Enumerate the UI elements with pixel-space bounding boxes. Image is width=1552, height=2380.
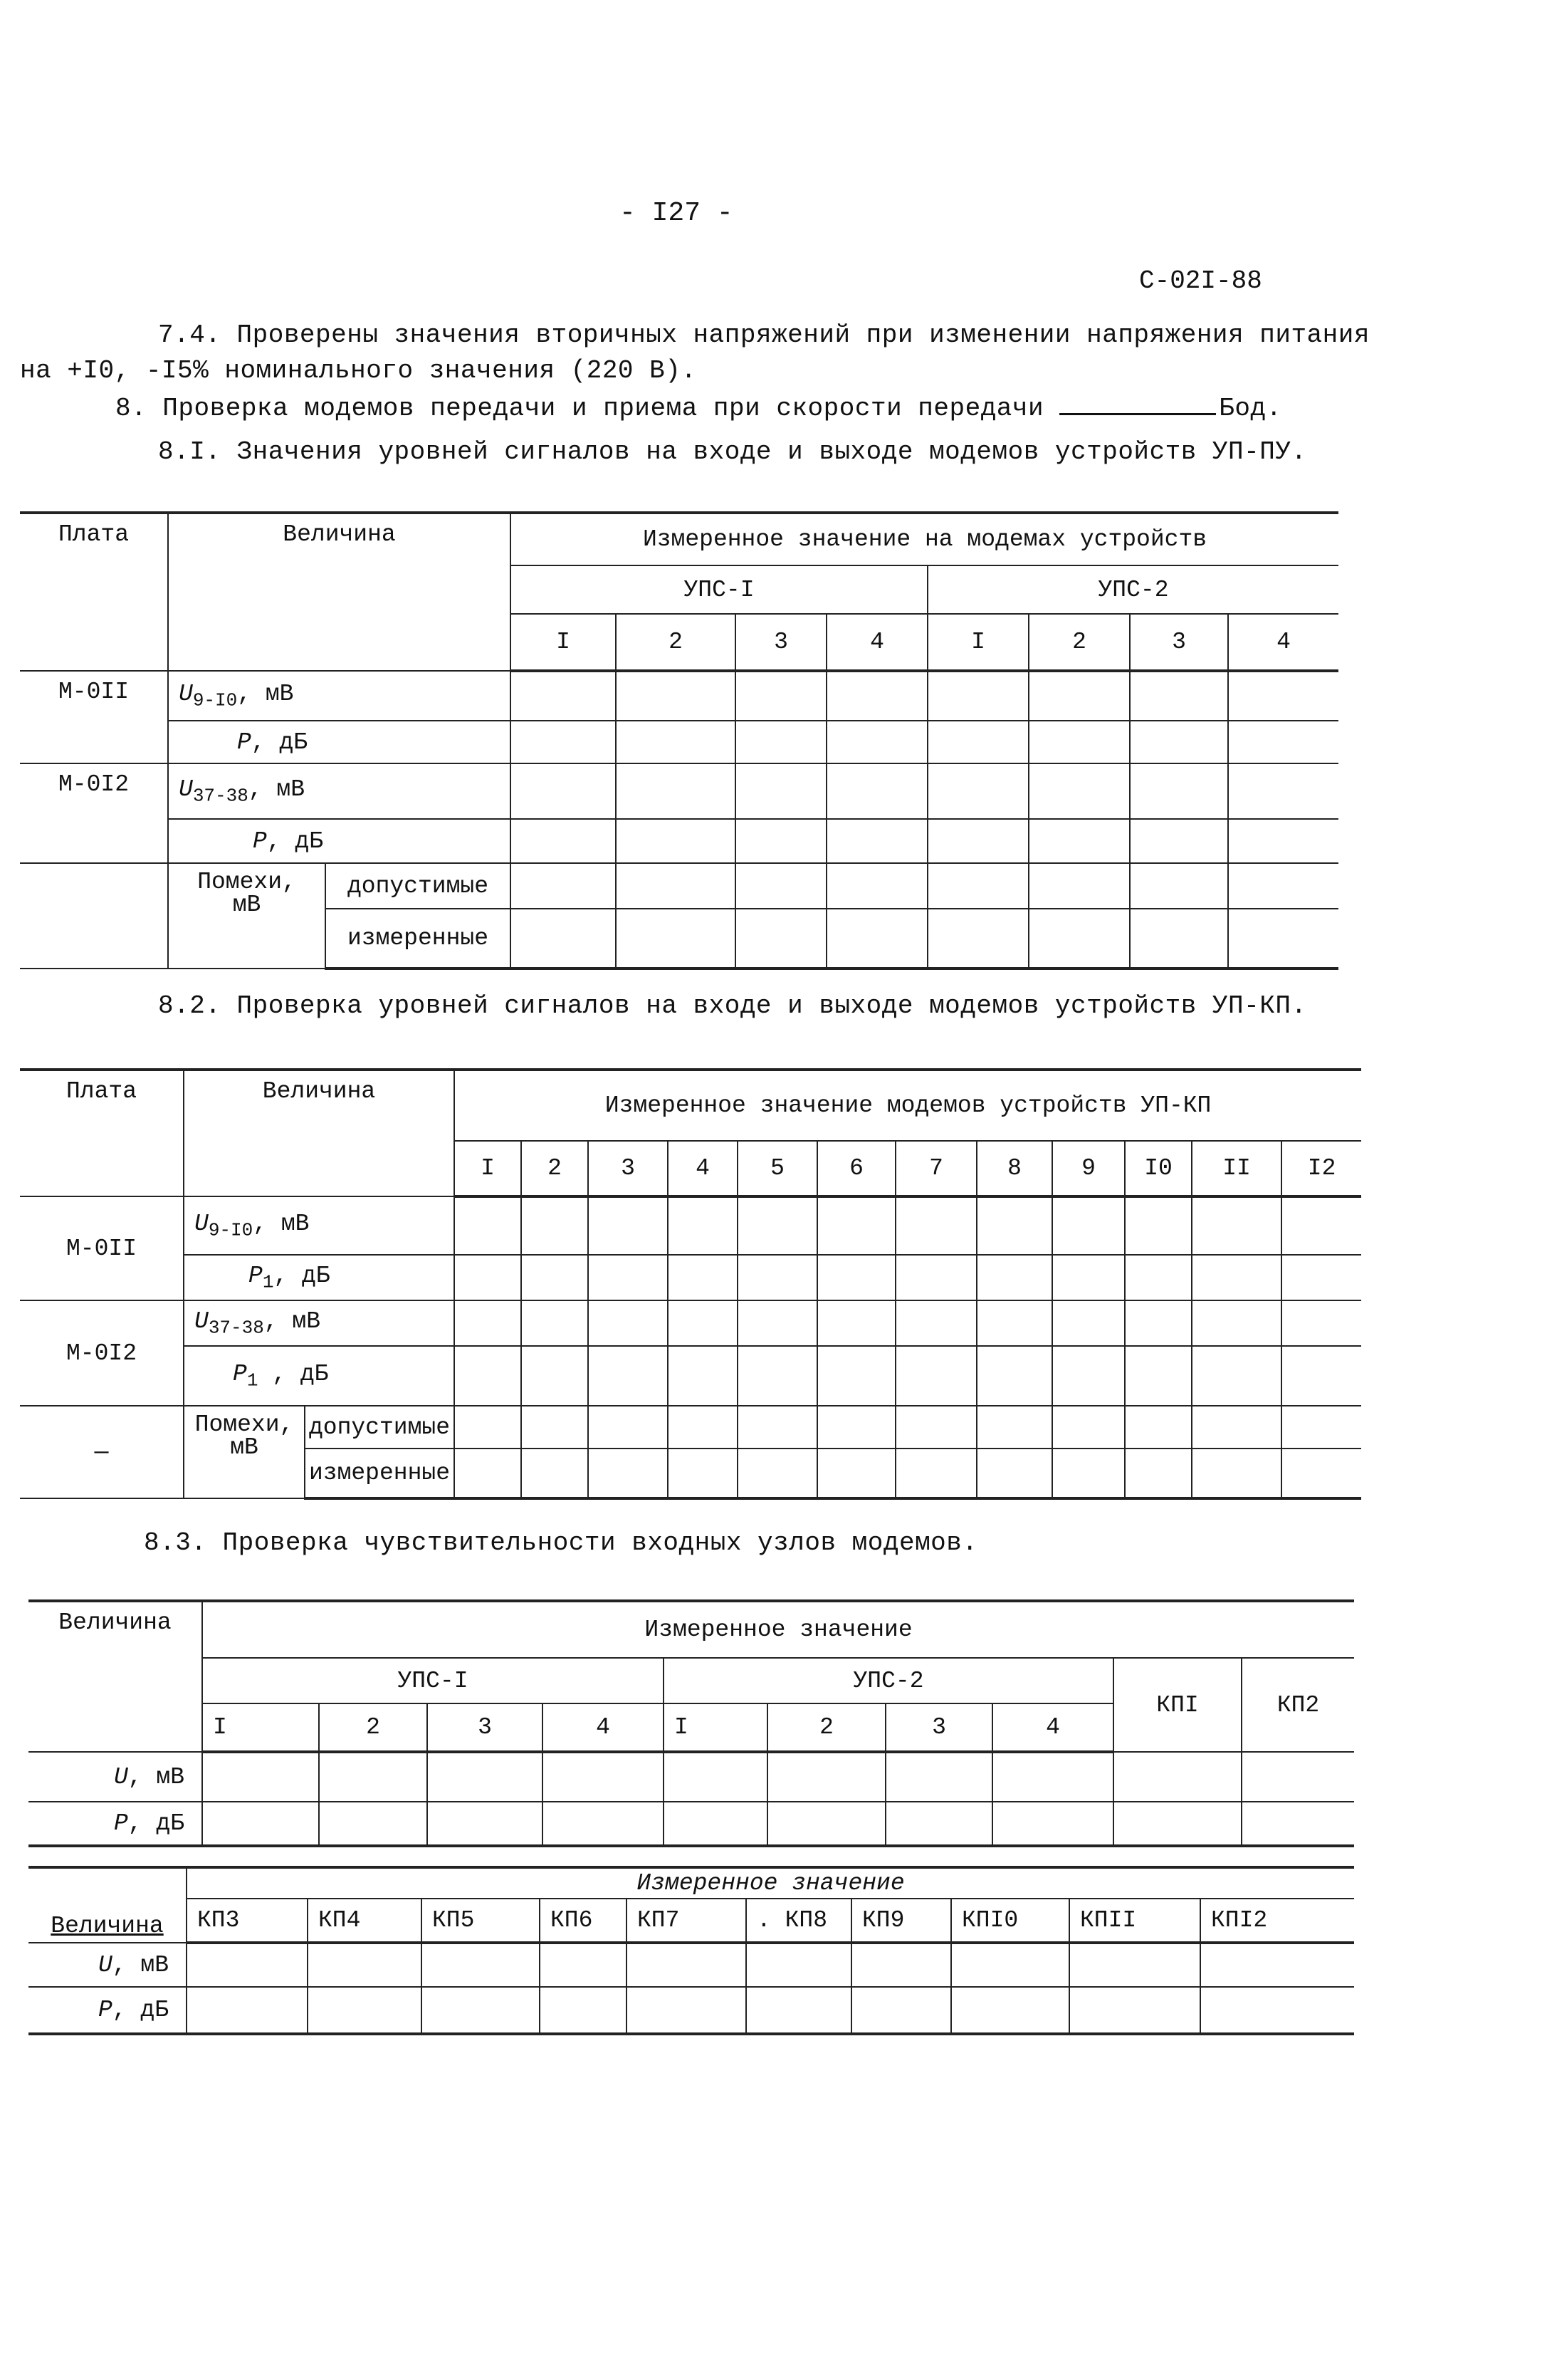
t3-cell[interactable] xyxy=(427,1752,542,1802)
t1-cell[interactable] xyxy=(928,909,1029,969)
t1-cell[interactable] xyxy=(827,909,928,969)
table-8-3-continued xyxy=(28,1866,1354,2035)
t2-cell[interactable] xyxy=(454,1300,521,1346)
t4-cell[interactable] xyxy=(951,1987,1069,2034)
document-id: С-02I-88 xyxy=(1139,266,1262,296)
t3-cell[interactable] xyxy=(1242,1802,1354,1846)
t2-cell[interactable] xyxy=(521,1196,588,1255)
t3-cell[interactable] xyxy=(542,1752,664,1802)
t2-cell[interactable] xyxy=(977,1196,1052,1255)
t2-cell[interactable] xyxy=(1052,1300,1125,1346)
t2-cell[interactable] xyxy=(817,1406,896,1449)
t2-cell[interactable] xyxy=(1125,1300,1192,1346)
t2-cell[interactable] xyxy=(1125,1196,1192,1255)
t2-cell[interactable] xyxy=(738,1300,817,1346)
t3-num-2: 2 xyxy=(319,1703,427,1752)
t3-header-group1: УПС-I xyxy=(202,1658,664,1703)
t2-cell[interactable] xyxy=(738,1406,817,1449)
t3-cell[interactable] xyxy=(427,1802,542,1846)
t1-cell[interactable] xyxy=(1228,763,1338,819)
t1-num-4: 4 xyxy=(827,614,928,671)
t1-cell[interactable] xyxy=(616,863,735,909)
t4-cell[interactable] xyxy=(746,1943,851,1987)
t4-header-measured: Измеренное значение xyxy=(187,1867,1354,1899)
t3-cell[interactable] xyxy=(202,1752,319,1802)
t1-cell[interactable] xyxy=(510,671,616,721)
t2-cell[interactable] xyxy=(738,1196,817,1255)
t1-cell[interactable] xyxy=(616,909,735,969)
t1-num-2: 2 xyxy=(616,614,735,671)
t4-cell[interactable] xyxy=(421,1943,540,1987)
para-8-prefix: 8. Проверка модемов передачи и приема при скорости передачи xyxy=(115,394,1044,423)
t1-header-group2: УПС-2 xyxy=(928,565,1338,614)
t4-header-quantity: Величина xyxy=(28,1867,187,1943)
t2-cell[interactable] xyxy=(668,1196,738,1255)
t1-num-5: I xyxy=(928,614,1029,671)
t3-header-group2: УПС-2 xyxy=(664,1658,1113,1703)
t2-cell[interactable] xyxy=(1052,1406,1125,1449)
t1-cell[interactable] xyxy=(735,909,827,969)
t2-num-5: 5 xyxy=(738,1141,817,1196)
t2-row2-board: М-0I2 xyxy=(20,1300,184,1406)
t2-num-7: 7 xyxy=(896,1141,977,1196)
t2-header-quantity: Величина xyxy=(184,1070,454,1196)
t2-cell[interactable] xyxy=(1125,1449,1192,1498)
t1-cell[interactable] xyxy=(1228,909,1338,969)
t2-cell[interactable] xyxy=(817,1346,896,1406)
t2-num-3: 3 xyxy=(588,1141,668,1196)
t4-cell[interactable] xyxy=(187,1943,308,1987)
t2-num-2: 2 xyxy=(521,1141,588,1196)
t1-row2-board: М-0I2 xyxy=(20,763,168,863)
t2-cell[interactable] xyxy=(1052,1449,1125,1498)
t2-cell[interactable] xyxy=(1052,1346,1125,1406)
t1-row1-board: М-0II xyxy=(20,671,168,763)
t2-cell[interactable] xyxy=(896,1255,977,1300)
t2-cell[interactable] xyxy=(896,1406,977,1449)
t2-cell[interactable] xyxy=(454,1406,521,1449)
t2-cell[interactable] xyxy=(1281,1346,1361,1406)
t3-cell[interactable] xyxy=(767,1752,886,1802)
t1-cell[interactable] xyxy=(1029,819,1130,863)
t4-cell[interactable] xyxy=(1069,1987,1200,2034)
t1-cell[interactable] xyxy=(928,819,1029,863)
t2-cell[interactable] xyxy=(668,1300,738,1346)
t4-cell[interactable] xyxy=(746,1987,851,2034)
t3-row-p: P, дБ xyxy=(28,1802,202,1846)
section-8-1-title: 8.I. Значения уровней сигналов на входе и выходе модемов устройств УП-ПУ. xyxy=(158,437,1307,466)
t3-cell[interactable] xyxy=(542,1802,664,1846)
t2-noise-allowed: допустимые xyxy=(305,1406,454,1449)
t2-cell[interactable] xyxy=(668,1255,738,1300)
t2-num-11: II xyxy=(1192,1141,1281,1196)
t2-cell[interactable] xyxy=(977,1255,1052,1300)
t1-cell[interactable] xyxy=(510,763,616,819)
t2-noise-board: — xyxy=(20,1406,184,1498)
t4-cell[interactable] xyxy=(851,1943,951,1987)
t2-cell[interactable] xyxy=(817,1300,896,1346)
t1-cell[interactable] xyxy=(1130,819,1228,863)
t2-row2-p: $P_1$ , дБ xyxy=(184,1346,454,1406)
t1-noise-measured: измеренные xyxy=(325,909,510,969)
t2-cell[interactable] xyxy=(896,1449,977,1498)
t3-cell[interactable] xyxy=(1242,1752,1354,1802)
t2-cell[interactable] xyxy=(668,1346,738,1406)
t3-cell[interactable] xyxy=(202,1802,319,1846)
t4-kp-10: КПI0 xyxy=(951,1899,1069,1943)
t4-cell[interactable] xyxy=(1200,1943,1354,1987)
t2-cell[interactable] xyxy=(1192,1255,1281,1300)
t2-num-9: 9 xyxy=(1052,1141,1125,1196)
t2-cell[interactable] xyxy=(1052,1196,1125,1255)
t3-header-kp1: КПI xyxy=(1113,1658,1242,1752)
t1-header-measured: Измеренное значение на модемах устройств xyxy=(510,513,1338,565)
t1-cell[interactable] xyxy=(616,763,735,819)
t2-cell[interactable] xyxy=(817,1196,896,1255)
t2-row1-p: $P_1$, дБ xyxy=(184,1255,454,1300)
t2-cell[interactable] xyxy=(588,1196,668,1255)
t3-num-1: I xyxy=(202,1703,319,1752)
t1-cell[interactable] xyxy=(827,671,928,721)
t1-cell[interactable] xyxy=(616,819,735,863)
t1-cell[interactable] xyxy=(1029,863,1130,909)
t3-header-measured: Измеренное значение xyxy=(202,1601,1354,1658)
t2-noise-label: Помехи, мВ xyxy=(184,1406,305,1498)
t2-cell[interactable] xyxy=(896,1346,977,1406)
t3-num-5: I xyxy=(664,1703,767,1752)
t2-cell[interactable] xyxy=(738,1449,817,1498)
t4-cell[interactable] xyxy=(626,1987,746,2034)
t1-cell[interactable] xyxy=(1228,721,1338,763)
t2-cell[interactable] xyxy=(817,1449,896,1498)
t1-noise-board xyxy=(20,863,168,969)
t2-cell[interactable] xyxy=(588,1300,668,1346)
t2-row2-u: $U_{37-38}$, мВ xyxy=(184,1300,454,1346)
t3-cell[interactable] xyxy=(886,1752,992,1802)
t1-header-board: Плата xyxy=(20,513,168,671)
t2-num-1: I xyxy=(454,1141,521,1196)
t4-kp-9: КП9 xyxy=(851,1899,951,1943)
t1-cell[interactable] xyxy=(735,721,827,763)
t2-cell[interactable] xyxy=(738,1255,817,1300)
t2-cell[interactable] xyxy=(1192,1346,1281,1406)
t2-cell[interactable] xyxy=(588,1449,668,1498)
t3-num-6: 2 xyxy=(767,1703,886,1752)
t1-cell[interactable] xyxy=(1130,909,1228,969)
t2-num-12: I2 xyxy=(1281,1141,1361,1196)
t2-cell[interactable] xyxy=(668,1406,738,1449)
table-8-2 xyxy=(20,1068,1361,1500)
t2-row1-board: М-0II xyxy=(20,1196,184,1300)
t1-cell[interactable] xyxy=(827,721,928,763)
t1-num-8: 4 xyxy=(1228,614,1338,671)
t2-cell[interactable] xyxy=(1192,1196,1281,1255)
t2-row1-u: $U_{9-I0}$, мВ xyxy=(184,1196,454,1255)
t2-cell[interactable] xyxy=(896,1300,977,1346)
t3-cell[interactable] xyxy=(1113,1752,1242,1802)
t4-kp-5: КП5 xyxy=(421,1899,540,1943)
t1-noise-label: Помехи, мВ xyxy=(168,863,325,969)
t1-cell[interactable] xyxy=(928,671,1029,721)
t2-num-8: 8 xyxy=(977,1141,1052,1196)
t3-cell[interactable] xyxy=(1113,1802,1242,1846)
t2-cell[interactable] xyxy=(1125,1346,1192,1406)
t3-cell[interactable] xyxy=(319,1802,427,1846)
t1-cell[interactable] xyxy=(510,909,616,969)
t1-cell[interactable] xyxy=(510,863,616,909)
t3-header-kp2: КП2 xyxy=(1242,1658,1354,1752)
t1-cell[interactable] xyxy=(735,863,827,909)
para-8-suffix: Бод. xyxy=(1219,394,1282,423)
t1-cell[interactable] xyxy=(735,671,827,721)
t2-header-measured: Измеренное значение модемов устройств УП-КП xyxy=(454,1070,1361,1141)
section-8-2-title: 8.2. Проверка уровней сигналов на входе и выходе модемов устройств УП-КП. xyxy=(158,991,1307,1021)
t4-cell[interactable] xyxy=(540,1987,626,2034)
t1-cell[interactable] xyxy=(510,819,616,863)
t1-cell[interactable] xyxy=(735,819,827,863)
t2-cell[interactable] xyxy=(521,1406,588,1449)
page-number: - I27 - xyxy=(619,198,733,229)
t2-cell[interactable] xyxy=(521,1255,588,1300)
t1-row2-p: P, дБ xyxy=(168,819,510,863)
t1-cell[interactable] xyxy=(928,863,1029,909)
t2-cell[interactable] xyxy=(817,1255,896,1300)
t2-cell[interactable] xyxy=(588,1255,668,1300)
t4-kp-8: . КП8 xyxy=(746,1899,851,1943)
para-8 xyxy=(115,392,1282,423)
t2-cell[interactable] xyxy=(454,1196,521,1255)
t4-cell[interactable] xyxy=(187,1987,308,2034)
t3-num-8: 4 xyxy=(992,1703,1113,1752)
t1-header-group1: УПС-I xyxy=(510,565,928,614)
t4-cell[interactable] xyxy=(1200,1987,1354,2034)
t4-kp-12: КПI2 xyxy=(1200,1899,1354,1943)
t3-cell[interactable] xyxy=(992,1752,1113,1802)
t2-num-6: 6 xyxy=(817,1141,896,1196)
t4-kp-6: КП6 xyxy=(540,1899,626,1943)
t1-cell[interactable] xyxy=(827,863,928,909)
t1-num-1: I xyxy=(510,614,616,671)
t1-num-3: 3 xyxy=(735,614,827,671)
t1-cell[interactable] xyxy=(1228,671,1338,721)
t4-kp-3: КП3 xyxy=(187,1899,308,1943)
t1-row1-u: $U_{9-I0}$, мВ xyxy=(168,671,510,721)
t2-cell[interactable] xyxy=(588,1346,668,1406)
t2-cell[interactable] xyxy=(977,1300,1052,1346)
t2-cell[interactable] xyxy=(1052,1255,1125,1300)
t1-cell[interactable] xyxy=(616,721,735,763)
t4-kp-11: КПII xyxy=(1069,1899,1200,1943)
t4-kp-7: КП7 xyxy=(626,1899,746,1943)
t1-cell[interactable] xyxy=(735,763,827,819)
t2-cell[interactable] xyxy=(454,1255,521,1300)
t1-cell[interactable] xyxy=(616,671,735,721)
t2-num-4: 4 xyxy=(668,1141,738,1196)
baud-blank-field xyxy=(1059,392,1216,415)
t2-cell[interactable] xyxy=(1125,1406,1192,1449)
t3-cell[interactable] xyxy=(886,1802,992,1846)
t1-cell[interactable] xyxy=(1130,863,1228,909)
t2-cell[interactable] xyxy=(977,1346,1052,1406)
t2-cell[interactable] xyxy=(588,1406,668,1449)
t3-cell[interactable] xyxy=(319,1752,427,1802)
t3-header-quantity: Величина xyxy=(28,1601,202,1752)
t2-noise-measured: измеренные xyxy=(305,1449,454,1498)
t1-cell[interactable] xyxy=(1130,671,1228,721)
t1-cell[interactable] xyxy=(1029,909,1130,969)
t2-cell[interactable] xyxy=(738,1346,817,1406)
t3-cell[interactable] xyxy=(664,1802,767,1846)
t1-row2-u: $U_{37-38}$, мВ xyxy=(168,763,510,819)
t2-cell[interactable] xyxy=(977,1406,1052,1449)
t1-cell[interactable] xyxy=(1130,721,1228,763)
t1-cell[interactable] xyxy=(1029,763,1130,819)
t1-cell[interactable] xyxy=(1130,763,1228,819)
t1-cell[interactable] xyxy=(1228,819,1338,863)
t4-cell[interactable] xyxy=(540,1943,626,1987)
t4-cell[interactable] xyxy=(421,1987,540,2034)
t2-cell[interactable] xyxy=(1192,1300,1281,1346)
section-8-3-title: 8.3. Проверка чувствительности входных узлов модемов. xyxy=(144,1528,978,1557)
t2-cell[interactable] xyxy=(1281,1449,1361,1498)
t2-cell[interactable] xyxy=(1281,1255,1361,1300)
t3-num-3: 3 xyxy=(427,1703,542,1752)
table-8-1 xyxy=(20,511,1338,970)
t4-row-u: U, мВ xyxy=(28,1943,187,1987)
t3-cell[interactable] xyxy=(992,1802,1113,1846)
t2-cell[interactable] xyxy=(1281,1300,1361,1346)
t1-noise-allowed: допустимые xyxy=(325,863,510,909)
t1-cell[interactable] xyxy=(827,819,928,863)
table-8-3 xyxy=(28,1599,1354,1847)
t2-cell[interactable] xyxy=(668,1449,738,1498)
t1-cell[interactable] xyxy=(928,721,1029,763)
t3-num-7: 3 xyxy=(886,1703,992,1752)
t1-num-7: 3 xyxy=(1130,614,1228,671)
t1-header-quantity: Величина xyxy=(168,513,510,671)
t4-cell[interactable] xyxy=(1069,1943,1200,1987)
t1-cell[interactable] xyxy=(1029,721,1130,763)
t4-cell[interactable] xyxy=(951,1943,1069,1987)
t1-cell[interactable] xyxy=(1029,671,1130,721)
t2-cell[interactable] xyxy=(1281,1196,1361,1255)
t2-cell[interactable] xyxy=(1125,1255,1192,1300)
t2-cell[interactable] xyxy=(896,1196,977,1255)
para-7-4-line2: на +I0, -I5% номинального значения (220 В). xyxy=(20,356,697,385)
t4-cell[interactable] xyxy=(851,1987,951,2034)
t1-cell[interactable] xyxy=(928,763,1029,819)
t1-cell[interactable] xyxy=(827,763,928,819)
t1-cell[interactable] xyxy=(510,721,616,763)
t4-cell[interactable] xyxy=(308,1943,421,1987)
t4-kp-4: КП4 xyxy=(308,1899,421,1943)
t3-cell[interactable] xyxy=(767,1802,886,1846)
t2-header-board: Плата xyxy=(20,1070,184,1196)
t4-cell[interactable] xyxy=(626,1943,746,1987)
t3-cell[interactable] xyxy=(664,1752,767,1802)
t2-cell[interactable] xyxy=(454,1346,521,1406)
t4-cell[interactable] xyxy=(308,1987,421,2034)
t1-row1-p: P, дБ xyxy=(168,721,510,763)
t2-cell[interactable] xyxy=(454,1449,521,1498)
t2-cell[interactable] xyxy=(977,1449,1052,1498)
t2-cell[interactable] xyxy=(1281,1406,1361,1449)
t2-cell[interactable] xyxy=(521,1300,588,1346)
t4-row-p: P, дБ xyxy=(28,1987,187,2034)
t2-cell[interactable] xyxy=(1192,1406,1281,1449)
t2-num-10: I0 xyxy=(1125,1141,1192,1196)
t2-cell[interactable] xyxy=(521,1449,588,1498)
t1-cell[interactable] xyxy=(1228,863,1338,909)
t2-cell[interactable] xyxy=(1192,1449,1281,1498)
t1-num-6: 2 xyxy=(1029,614,1130,671)
t2-cell[interactable] xyxy=(521,1346,588,1406)
para-7-4-line1: 7.4. Проверены значения вторичных напряжений при изменении напряжения питания xyxy=(158,320,1370,350)
t3-num-4: 4 xyxy=(542,1703,664,1752)
t3-row-u: U, мВ xyxy=(28,1752,202,1802)
